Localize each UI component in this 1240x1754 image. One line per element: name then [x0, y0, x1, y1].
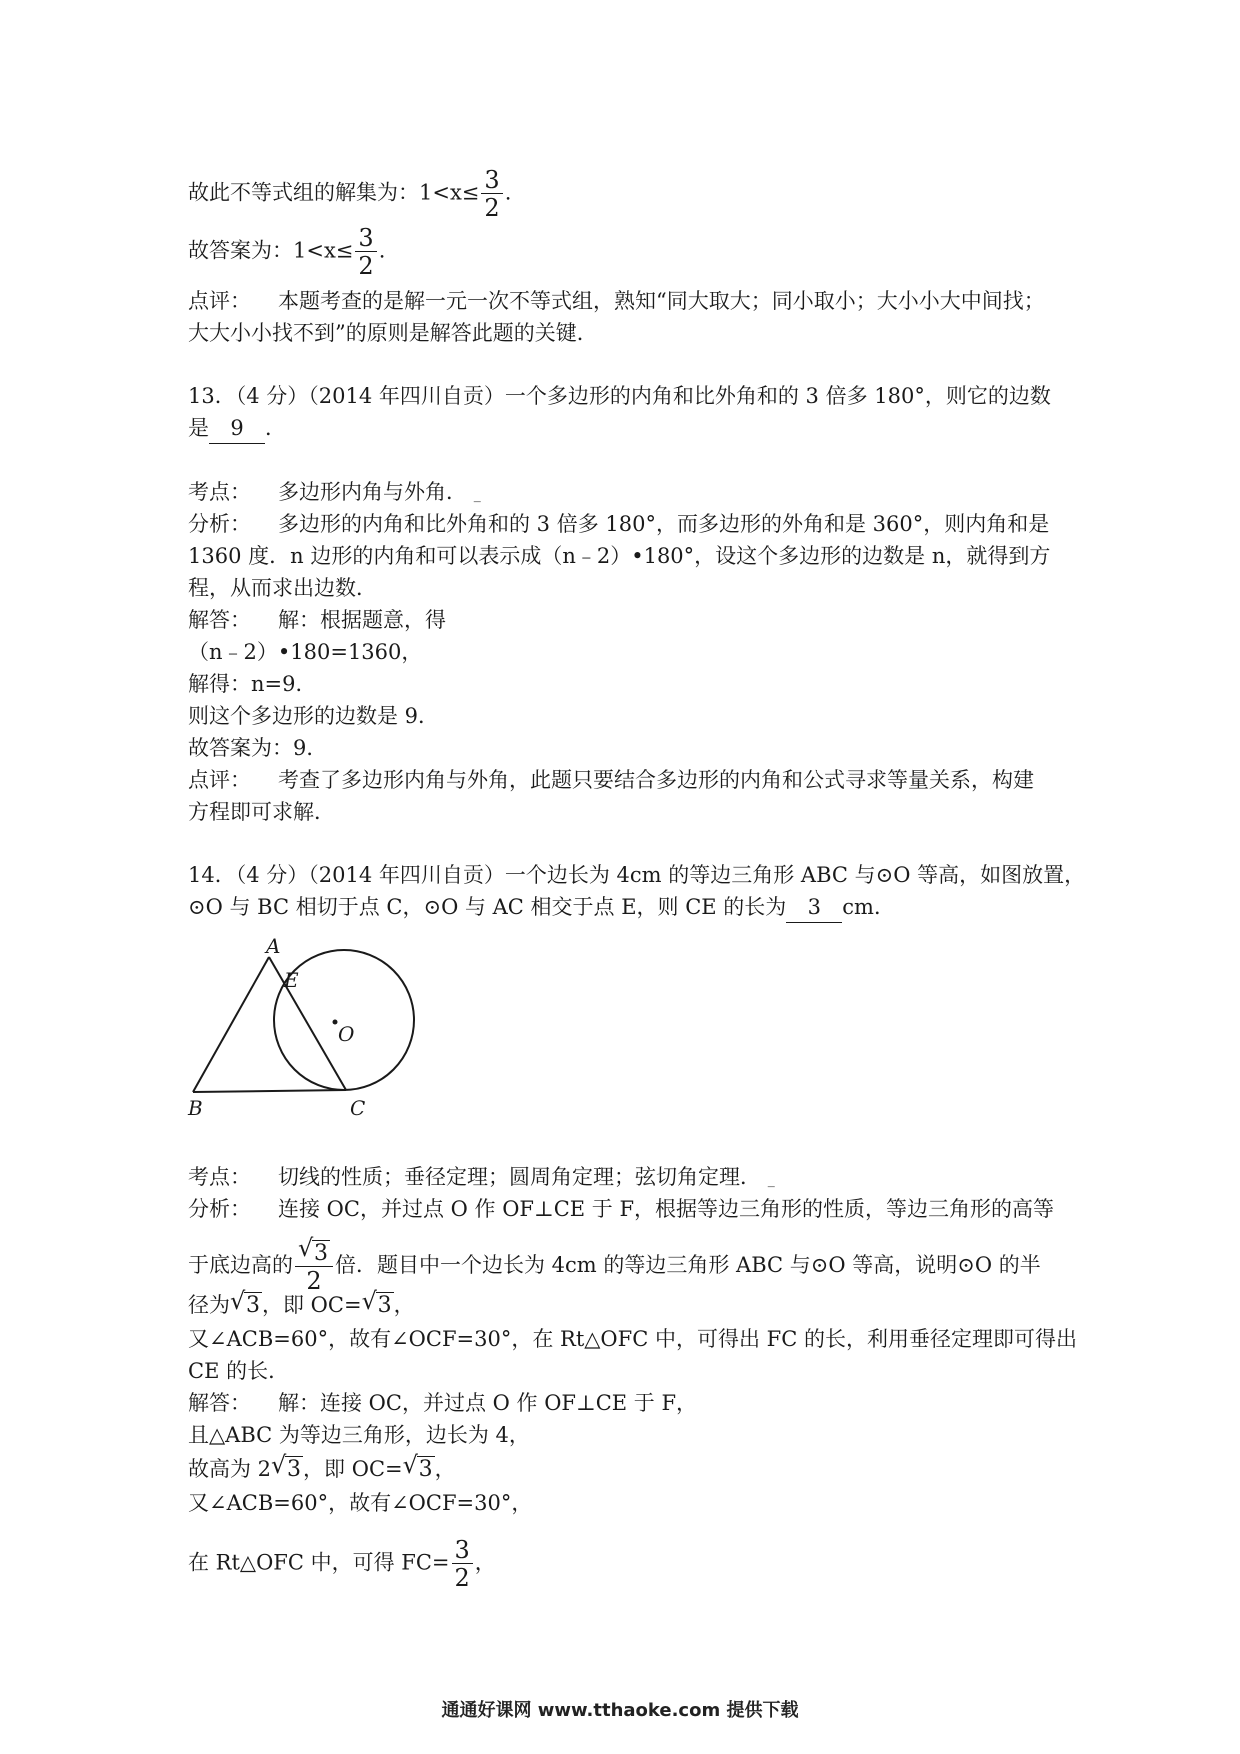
q13-jieda-3: 解得：n=9．	[188, 672, 317, 696]
q13-stem-1: 13．（4 分）（2014 年四川自贡）一个多边形的内角和比外角和的 3 倍多 180°，则它的边数	[188, 384, 1051, 408]
q13-pingping-1: 点评： 考查了多边形内角与外角，此题只要结合多边形的内角和公式寻求等量关系，构建	[188, 765, 1034, 795]
q13-answer-blank: 9	[209, 413, 265, 444]
review-label: 点评：	[188, 289, 251, 313]
review-line-1: 点评： 本题考查的是解一元一次不等式组，熟知“同大取大；同小取小；大小小大中间找；	[188, 286, 1045, 316]
q13-jieda-4: 则这个多边形的边数是 9．	[188, 704, 440, 728]
q14-jieda-3: 故高为 2 √ 3，即 OC= √ 3，	[188, 1454, 456, 1485]
q14-kaodian: 考点： 切线的性质；垂径定理；圆周角定理；弦切角定理． _	[188, 1162, 775, 1195]
q14-fenxi-3: 径为 √ 3，即 OC= √ 3，	[188, 1290, 415, 1321]
sqrt-symbol: √ 3	[402, 1451, 433, 1482]
solution-set-text: 故此不等式组的解集为：1<x≤	[188, 180, 480, 205]
q13-jieda-1: 解答： 解：根据题意，得	[188, 605, 446, 635]
fraction-fc: $\frac{3}{2}$	[452, 1538, 473, 1590]
fraction-3-2: $\frac{3}{2}$	[355, 226, 376, 278]
label-c: C	[350, 1096, 366, 1120]
q14-answer-blank: 3	[786, 892, 842, 923]
q14-jieda-1: 解答： 解：连接 OC，并过点 O 作 OF⊥CE 于 F，	[188, 1388, 697, 1418]
q14-stem-2: ⊙O 与 BC 相切于点 C，⊙O 与 AC 相交于点 E，则 CE 的长为 3 cm．	[188, 892, 895, 923]
review-line-2: 大大小小找不到”的原则是解答此题的关键．	[188, 321, 598, 345]
sqrt-symbol: √ 3	[298, 1234, 328, 1266]
q14-jieda-5: 在 Rt△OFC 中，可得 FC= $\frac{3}{2}$ ，	[188, 1536, 496, 1592]
jieda-label: 解答：	[188, 1391, 251, 1415]
q13-jieda-5: 故答案为：9．	[188, 736, 328, 760]
q13-fenxi-3: 程，从而求出边数．	[188, 576, 377, 600]
q13-fenxi-1: 分析： 多边形的内角和比外角和的 3 倍多 180°，而多边形的外角和是 360°，则内角和是	[188, 509, 1049, 539]
q14-jieda-4: 又∠ACB=60°，故有∠OCF=30°，	[188, 1491, 533, 1515]
q13-jieda-2: （n﹣2）•180=1360，	[188, 640, 423, 664]
q13-fenxi-2: 1360 度．n 边形的内角和可以表示成（n﹣2）•180°，设这个多边形的边数是 n，就得到方	[188, 544, 1051, 568]
center-point-o	[333, 1020, 338, 1025]
jieda-label: 解答：	[188, 608, 251, 632]
kaodian-label: 考点：	[188, 1165, 251, 1189]
answer-text: 故答案为：1<x≤	[188, 238, 354, 263]
q14-fenxi-5: CE 的长．	[188, 1359, 290, 1383]
q13-stem-2: 是 9 ．	[188, 413, 286, 444]
fenxi-label: 分析：	[188, 512, 251, 536]
q14-fenxi-1: 分析： 连接 OC，并过点 O 作 OF⊥CE 于 F，根据等边三角形的性质，等边三角形的高等	[188, 1194, 1054, 1224]
footer-source: 通通好课网 www.tthaoke.com 提供下载	[441, 1700, 799, 1721]
q14-fenxi-2: 于底边高的 √ 3 2 倍．题目中一个边长为 4cm 的等边三角形 ABC 与⊙O 等高，说明⊙O 的半	[188, 1234, 1041, 1295]
sqrt-symbol: √ 3	[271, 1451, 302, 1482]
label-e: E	[284, 968, 299, 992]
q13-pingping-2: 方程即可求解．	[188, 800, 335, 824]
triangle-circle-figure	[180, 935, 440, 1125]
side-bc	[193, 1090, 346, 1092]
fenxi-label: 分析：	[188, 1197, 251, 1221]
sqrt-symbol: √ 3	[230, 1287, 260, 1318]
q14-stem-1: 14．（4 分）（2014 年四川自贡）一个边长为 4cm 的等边三角形 ABC 与⊙O 等高，如图放置，	[188, 863, 1086, 887]
solution-set-line: 故此不等式组的解集为：1<x≤ $\frac{3}{2}$ .	[188, 166, 512, 222]
q14-jieda-2: 且△ABC 为等边三角形，边长为 4，	[188, 1423, 530, 1447]
q14-fenxi-4: 又∠ACB=60°，故有∠OCF=30°，在 Rt△OFC 中，可得出 FC 的长，利用垂径定理即可得出	[188, 1327, 1077, 1351]
label-b: B	[188, 1096, 203, 1120]
answer-line: 故答案为：1<x≤ $\frac{3}{2}$ .	[188, 224, 386, 280]
pingping-label: 点评：	[188, 768, 251, 792]
side-ab	[193, 957, 269, 1092]
kaodian-label: 考点：	[188, 480, 251, 504]
q13-kaodian: 考点： 多边形内角与外角． _	[188, 477, 481, 510]
fraction-sqrt3-over-2: √ 3 2	[295, 1240, 333, 1293]
label-o: O	[338, 1022, 355, 1046]
fraction-3-2: $\frac{3}{2}$	[481, 168, 502, 220]
sqrt-symbol: √ 3	[361, 1287, 392, 1318]
label-a: A	[266, 935, 281, 958]
